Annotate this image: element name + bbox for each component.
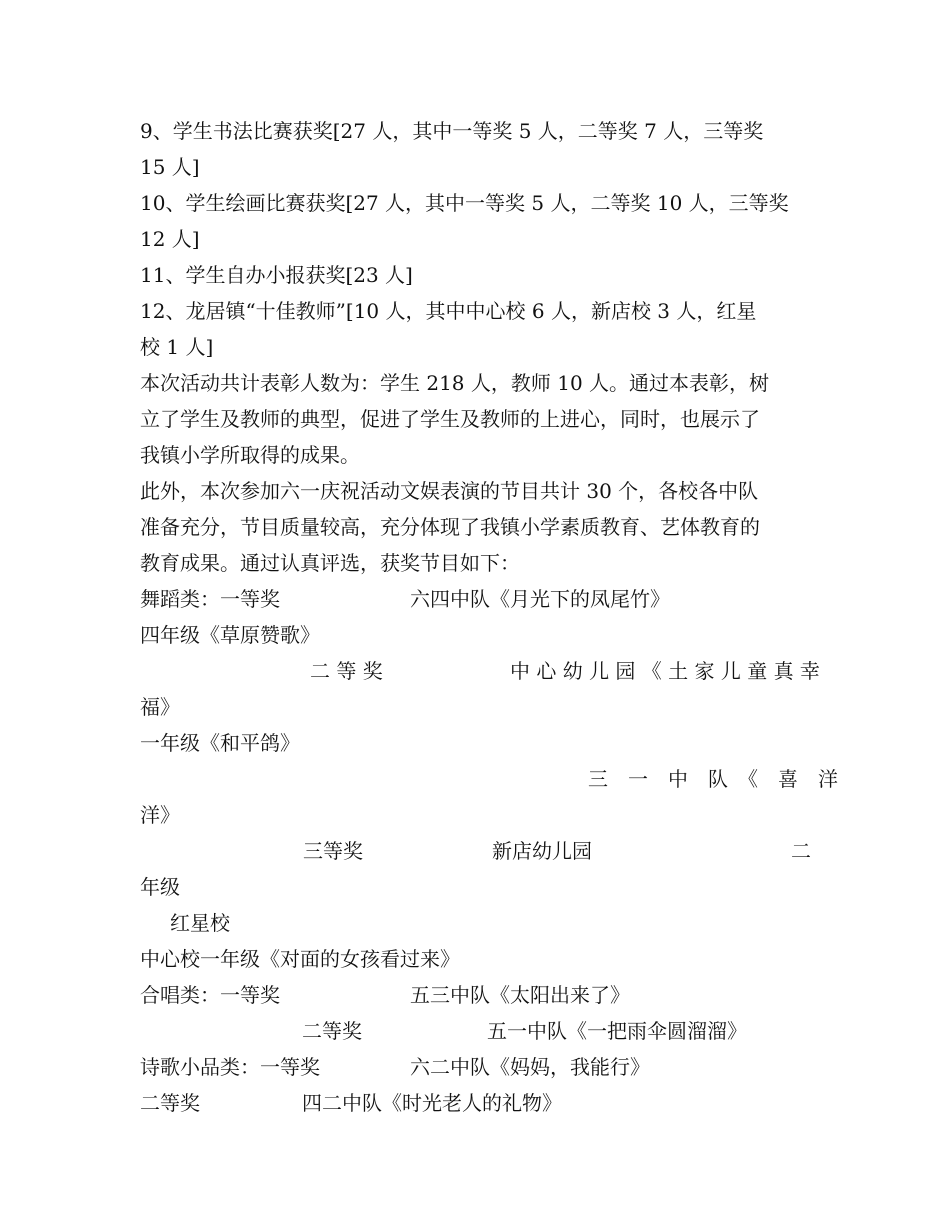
dance-second-program-2: 一年级《和平鸽》: [140, 731, 300, 755]
summary-line2: 立了学生及教师的典型，促进了学生及教师的上进心，同时，也展示了: [140, 407, 760, 431]
award-item-11: 11、学生自办小报获奖[23 人]: [140, 263, 413, 287]
dance-third-prize-label: 三等奖: [303, 839, 363, 863]
chorus-second-program: 五一中队《一把雨伞圆溜溜》: [487, 1019, 747, 1043]
dance-second-program-3: 三 一 中 队 《 喜 洋: [588, 767, 838, 791]
performance-line2: 准备充分，节目质量较高，充分体现了我镇小学素质教育、艺体教育的: [140, 515, 760, 539]
dance-third-program-1: 新店幼儿园: [492, 839, 592, 863]
dance-second-prize-label: 二 等 奖: [310, 659, 383, 683]
dance-first-program: 六四中队《月光下的凤尾竹》: [410, 587, 670, 611]
award-item-10-line1: 10、学生绘画比赛获奖[27 人，其中一等奖 5 人，二等奖 10 人，三等奖: [140, 191, 789, 215]
chorus-second-prize-label: 二等奖: [302, 1019, 362, 1043]
award-item-9-line1: 9、学生书法比赛获奖[27 人，其中一等奖 5 人，二等奖 7 人，三等奖: [140, 119, 764, 143]
dance-second-program: 中 心 幼 儿 园 《 土 家 儿 童 真 幸: [510, 659, 820, 683]
performance-line1: 此外，本次参加六一庆祝活动文娱表演的节目共计 30 个，各校各中队: [140, 479, 759, 503]
chorus-category-first-prize: 合唱类：一等奖: [140, 983, 280, 1007]
dance-third-program-2a: 二: [791, 839, 811, 863]
award-item-12-line2: 校 1 人]: [140, 335, 214, 359]
dance-third-program-2b: 年级: [140, 875, 180, 899]
dance-second-program-cont: 福》: [140, 695, 180, 719]
poetry-category-first-prize: 诗歌小品类：一等奖: [140, 1055, 320, 1079]
performance-line3: 教育成果。通过认真评选，获奖节目如下：: [140, 551, 520, 575]
poetry-first-program: 六二中队《妈妈，我能行》: [410, 1055, 650, 1079]
dance-second-program-3-cont: 洋》: [140, 803, 180, 827]
dance-first-program-2: 四年级《草原赞歌》: [140, 623, 320, 647]
dance-category-first-prize: 舞蹈类：一等奖: [140, 587, 280, 611]
summary-line3: 我镇小学所取得的成果。: [140, 443, 360, 467]
dance-third-program-3: 红星校: [170, 911, 230, 935]
award-item-12-line1: 12、龙居镇“十佳教师”[10 人，其中中心校 6 人，新店校 3 人，红星: [140, 299, 757, 323]
award-item-9-line2: 15 人]: [140, 155, 200, 179]
dance-third-program-4: 中心校一年级《对面的女孩看过来》: [140, 947, 460, 971]
poetry-second-prize-label: 二等奖: [140, 1091, 200, 1115]
summary-line1: 本次活动共计表彰人数为：学生 218 人，教师 10 人。通过本表彰，树: [140, 371, 770, 395]
chorus-first-program: 五三中队《太阳出来了》: [410, 983, 630, 1007]
award-item-10-line2: 12 人]: [140, 227, 200, 251]
poetry-second-program: 四二中队《时光老人的礼物》: [302, 1091, 562, 1115]
